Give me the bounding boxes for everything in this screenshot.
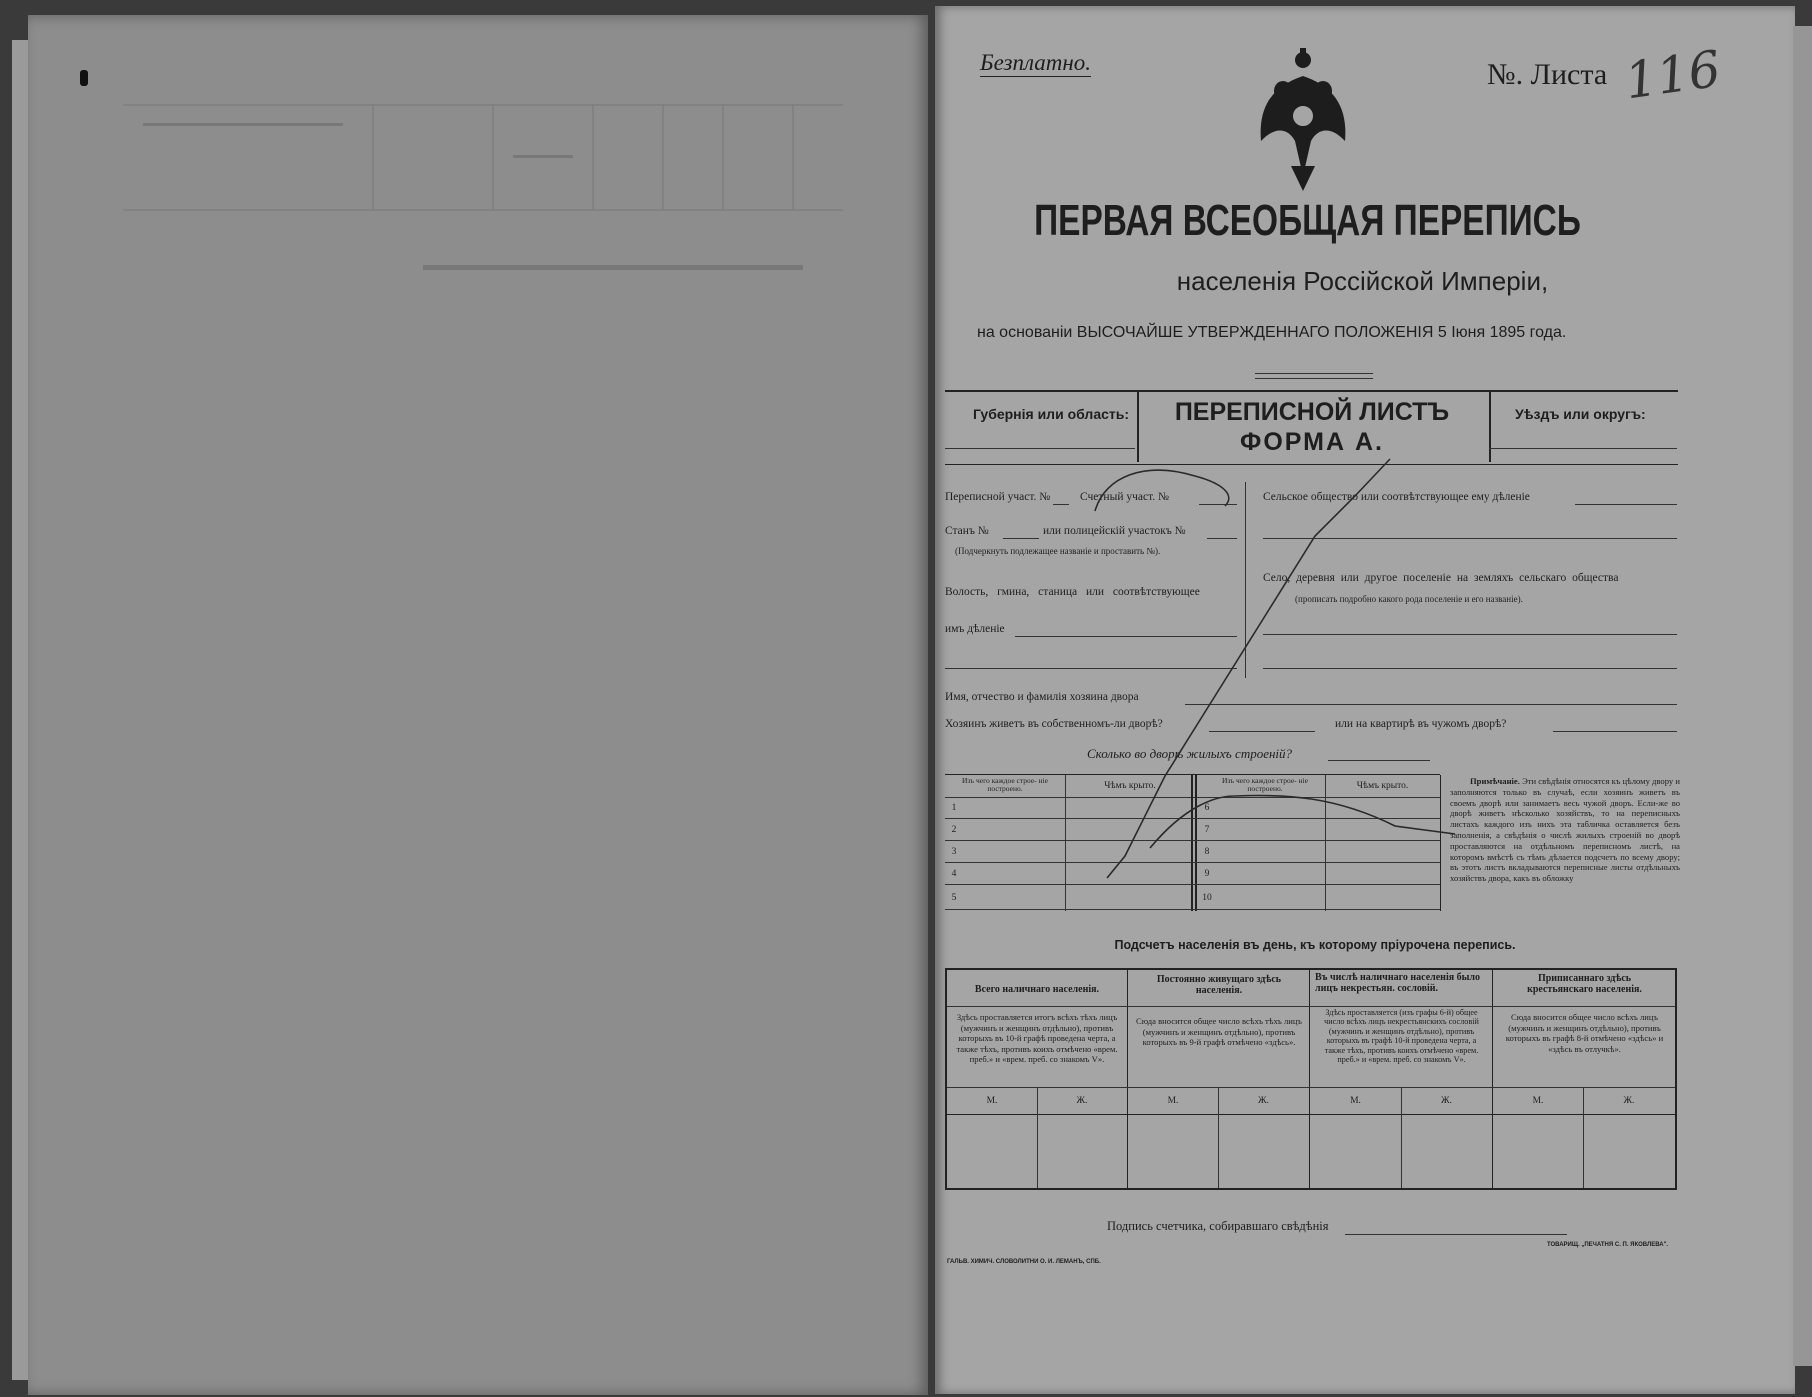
volost-label-2: имъ дѣленіе <box>945 623 1005 635</box>
note-text: Эти свѣдѣнія относятся къ цѣлому двору и заполняются только въ случаѣ, если хозяинъ живетъ въ своемъ дворѣ или занимаетъ весь чужой дворъ. Если-же во дворѣ живетъ нѣсколько хозяйствъ, то на переписныхъ листахъ каждого изъ нихъ эта табличка оставляется безъ заполненія, а свѣдѣнія о числѣ жилыхъ строеній во дворѣ проставляются на отдѣльномъ переписномъ листѣ, на которомъ вмѣстѣ съ тѣмъ дѣлается подсчетъ по всему двору; въ этотъ листъ вкладываются переписные листы отдѣльныхъ хозяйствъ двора, какъ въ обложку <box>1450 776 1680 884</box>
district-label: Уѣздъ или округъ: <box>1515 406 1646 422</box>
zh-header: Ж. <box>1441 1096 1452 1106</box>
buildings-col-roof-header-2: Чѣмъ крыто. <box>1356 781 1409 791</box>
row-label: 9 <box>1204 869 1210 879</box>
title-ornament <box>1255 373 1373 379</box>
left-page <box>28 15 928 1395</box>
buildings-col-roof-header: Чѣмъ крыто. <box>1104 781 1156 791</box>
sheet-number-label: №. Листа <box>1487 58 1608 91</box>
population-table <box>945 968 1677 1190</box>
m-header: М. <box>1350 1096 1361 1106</box>
form-subtitle: населенія Россійской Имперіи, <box>1176 266 1549 296</box>
pop-col1-header: Всего наличнаго населенія. <box>974 984 1100 995</box>
row-label: 10 <box>1202 893 1212 903</box>
population-title: Подсчетъ населенія въ день, къ которому пріурочена перепись. <box>1114 938 1516 952</box>
counting-section-label: Счетный участ. № <box>1080 491 1169 503</box>
census-form-page <box>935 6 1795 1394</box>
village-note: (прописать подробно какого рода поселеніе и его названіе). <box>1295 594 1523 604</box>
owner-lives-label: Хозяинъ живетъ въ собственномъ-ли дворѣ? <box>945 718 1163 730</box>
buildings-count-label: Сколько во дворѣ жилыхъ строеній? <box>1087 746 1293 761</box>
zh-header: Ж. <box>1258 1096 1269 1106</box>
note-block <box>1450 776 1680 884</box>
binding-mark <box>80 70 88 86</box>
row-label: 1 <box>951 803 957 813</box>
form-title: ПЕРВАЯ ВСЕОБЩАЯ ПЕРЕПИСЬ <box>1034 196 1581 245</box>
bleed-through-ghost <box>123 95 843 285</box>
pop-col3-header: Въ числѣ наличнаго населенія было лицъ некрестьян. сословій. <box>1315 972 1481 994</box>
printer-right: ТОВАРИЩ. „ПЕЧАТНЯ С. П. ЯКОВЛЕВА". <box>1547 1242 1669 1248</box>
form-a-label: ФОРМА А. <box>1240 428 1384 456</box>
sheet-number-handwritten: 116 <box>1621 39 1725 111</box>
column-divider <box>1245 482 1246 678</box>
buildings-col-material-header-2: Изъ чего каждое строе- ніе построено. <box>1222 776 1308 793</box>
pop-col1-desc: Здѣсь проставляется итогъ всѣхъ тѣхъ лицъ (мужчинъ и женщинъ отдѣльно), противъ которыхъ въ 10-й графѣ проведена черта, а также тѣхъ, противъ коихъ отмѣчено «врем. преб.» и «врем. преб. со знакомъ V». <box>956 1012 1118 1065</box>
volost-label: Волость, гмина, станица или соотвѣтствующее <box>945 586 1200 598</box>
row-label: 2 <box>951 825 957 835</box>
signature-label: Подпись счетчика, собиравшаго свѣдѣнія <box>1107 1219 1329 1233</box>
pop-col2-desc: Сюда вносится общее число всѣхъ тѣхъ лицъ (мужчинъ и женщинъ отдѣльно), противъ которыхъ въ 9-й графѣ отмѣчено «здѣсь». <box>1136 1016 1302 1048</box>
pop-col2-header: Постоянно живущаго здѣсь населенія. <box>1156 974 1282 996</box>
police-section-label: или полицейскій участокъ № <box>1043 525 1186 537</box>
row-label: 3 <box>951 847 957 857</box>
buildings-table <box>945 774 1440 911</box>
stan-note: (Подчеркнуть подлежащее названіе и проставить №). <box>955 546 1161 556</box>
owner-name-label: Имя, отчество и фамилія хозяина двора <box>945 691 1139 703</box>
note-title: Примѣчаніе. <box>1470 776 1520 786</box>
census-section-label: Переписной участ. № <box>945 491 1051 503</box>
zh-header: Ж. <box>1076 1096 1088 1106</box>
province-label: Губернія или область: <box>973 406 1130 422</box>
village-label: Село, деревня или другое поселеніе на земляхъ сельскаго общества <box>1263 572 1619 584</box>
row-label: 7 <box>1204 825 1210 835</box>
buildings-col-material-header: Изъ чего каждое строе- ніе построено. <box>962 776 1048 793</box>
stan-label: Станъ № <box>945 525 989 537</box>
m-header: М. <box>986 1096 998 1106</box>
rural-society-label: Сельское общество или соотвѣтствующее ему дѣленіе <box>1263 491 1530 503</box>
row-label: 6 <box>1204 803 1210 813</box>
form-basis: на основаніи ВЫСОЧАЙШЕ УТВЕРЖДЕННАГО ПОЛОЖЕНІЯ 5 Іюня 1895 года. <box>977 324 1567 341</box>
page-stack-edge <box>12 40 28 1380</box>
row-label: 5 <box>951 893 957 903</box>
apartment-label: или на квартирѣ въ чужомъ дворѣ? <box>1335 718 1507 730</box>
m-header: М. <box>1167 1096 1179 1106</box>
free-label: Безплатно. <box>980 50 1092 75</box>
pop-col3-desc: Здѣсь проставляется (изъ графы 6-й) общее число всѣхъ лицъ некрестьянскихъ сословій (мужчинъ и женщинъ отдѣльно), противъ которыхъ въ графѣ 10-й проведена черта, а также тѣхъ, противъ коихъ отмѣчено «врем. преб.» и «врем. преб. со знакомъ V». <box>1324 1008 1479 1065</box>
pop-col4-header: Приписаннаго здѣсь крестьянскаго населенія. <box>1527 973 1642 995</box>
printer-left: ГАЛЬВ. ХИМИЧ. СЛОВОЛИТНИ О. И. ЛЕМАНЪ, СПБ. <box>947 1259 1101 1265</box>
double-headed-eagle-emblem <box>1253 46 1353 191</box>
census-sheet-title: ПЕРЕПИСНОЙ ЛИСТЪ <box>1174 398 1450 426</box>
page-stack-edge <box>1793 26 1812 1366</box>
row-label: 8 <box>1204 847 1210 857</box>
m-header: М. <box>1532 1096 1544 1106</box>
pop-col4-desc: Сюда вносится общее число всѣхъ лицъ (мужчинъ и женщинъ отдѣльно), противъ которыхъ въ графѣ 8-й отмѣчено «здѣсь» и «здѣсь въ отлучкѣ». <box>1505 1012 1664 1054</box>
zh-header: Ж. <box>1623 1096 1635 1106</box>
row-label: 4 <box>951 869 957 879</box>
